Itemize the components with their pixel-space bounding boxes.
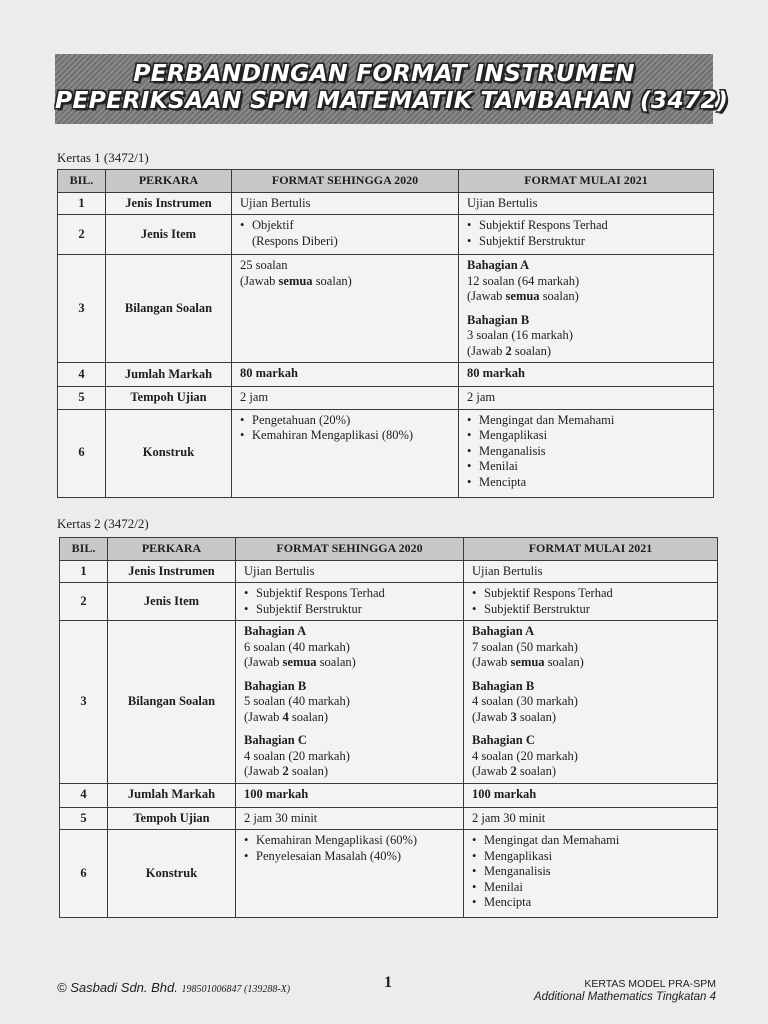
header-perkara: PERKARA <box>108 538 236 561</box>
cell-new <box>459 409 714 497</box>
title-line-2: PEPERIKSAAN SPM MATEMATIK TAMBAHAN (3472) <box>55 86 729 114</box>
cell-old: Ujian Bertulis <box>236 560 464 583</box>
row-item: Tempoh Ujian <box>108 807 236 830</box>
list-item: • Subjektif Berstruktur <box>467 234 705 250</box>
row-item: Konstruk <box>108 830 236 918</box>
section-group: Bahagian C 4 soalan (20 markah) (Jawab 2 soalan) <box>244 733 350 778</box>
list-item: • Mengaplikasi <box>467 428 705 444</box>
table-row <box>60 830 718 918</box>
header-format-new: FORMAT MULAI 2021 <box>459 170 714 193</box>
section-group: Bahagian C 4 soalan (20 markah) (Jawab 2 soalan) <box>472 733 578 778</box>
footer-series <box>534 978 716 1004</box>
row-item: Jenis Item <box>106 215 232 255</box>
table-row <box>60 621 718 784</box>
row-item: Jenis Instrumen <box>108 560 236 583</box>
cell-old: 25 soalan (Jawab semua soalan) <box>232 255 459 363</box>
header-bil: BIL. <box>58 170 106 193</box>
row-item: Jumlah Markah <box>106 363 232 387</box>
row-number: 2 <box>58 215 106 255</box>
list-item: • Mencipta <box>467 475 705 491</box>
list-item: • Pengetahuan (20%) <box>240 413 450 429</box>
footer-publisher <box>57 980 290 995</box>
row-item: Jenis Item <box>108 583 236 621</box>
list-item: • Penyelesaian Masalah (40%) <box>244 849 455 865</box>
cell-old: 2 jam 30 minit <box>236 807 464 830</box>
list-item: • Subjektif Respons Terhad <box>467 218 705 234</box>
row-number: 6 <box>60 830 108 918</box>
cell-new: 100 markah <box>464 783 718 807</box>
row-number: 1 <box>60 560 108 583</box>
row-item: Jenis Instrumen <box>106 192 232 215</box>
cell-new <box>464 830 718 918</box>
table-header-row <box>60 538 718 561</box>
row-number: 4 <box>58 363 106 387</box>
cell-old: 100 markah <box>236 783 464 807</box>
cell-new <box>459 215 714 255</box>
row-number: 2 <box>60 583 108 621</box>
table-row <box>60 560 718 583</box>
list-item: • Menilai <box>472 880 709 896</box>
cell-old: 80 markah <box>232 363 459 387</box>
row-item: Bilangan Soalan <box>108 621 236 784</box>
table-row <box>58 409 714 497</box>
cell-new <box>464 583 718 621</box>
cell-new <box>464 621 718 784</box>
cell-old <box>236 583 464 621</box>
title-banner <box>55 54 729 124</box>
list-item: • Kemahiran Mengaplikasi (60%) <box>244 833 455 849</box>
registration-number: 198501006847 (139288-X) <box>181 984 291 995</box>
cell-old <box>232 409 459 497</box>
row-item: Bilangan Soalan <box>106 255 232 363</box>
list-item: • Subjektif Berstruktur <box>472 602 709 618</box>
list-item: • Mencipta <box>472 895 709 911</box>
row-number: 3 <box>58 255 106 363</box>
header-perkara: PERKARA <box>106 170 232 193</box>
kertas1-table <box>57 169 714 498</box>
cell-new: Ujian Bertulis <box>459 192 714 215</box>
row-item: Jumlah Markah <box>108 783 236 807</box>
cell-new: Ujian Bertulis <box>464 560 718 583</box>
row-number: 4 <box>60 783 108 807</box>
cell-new <box>459 255 714 363</box>
kertas1-label: Kertas 1 (3472/1) <box>57 150 149 165</box>
page-number: 1 <box>384 974 392 991</box>
table-row <box>60 783 718 807</box>
table-row <box>60 583 718 621</box>
cell-new: 2 jam <box>459 387 714 410</box>
cell-old: 2 jam <box>232 387 459 410</box>
header-format-old: FORMAT SEHINGGA 2020 <box>232 170 459 193</box>
table-row <box>58 255 714 363</box>
series-title: KERTAS MODEL PRA-SPM <box>584 978 716 990</box>
row-number: 5 <box>58 387 106 410</box>
table-row <box>58 215 714 255</box>
row-item: Tempoh Ujian <box>106 387 232 410</box>
section-group: Bahagian A 7 soalan (50 markah) (Jawab semua soalan) <box>472 624 584 669</box>
table-row <box>58 363 714 387</box>
cell-old: Ujian Bertulis <box>232 192 459 215</box>
title-line-1: PERBANDINGAN FORMAT INSTRUMEN <box>133 59 635 87</box>
header-format-new: FORMAT MULAI 2021 <box>464 538 718 561</box>
row-number: 6 <box>58 409 106 497</box>
section-group: Bahagian B 4 soalan (30 markah) (Jawab 3 soalan) <box>472 678 578 724</box>
kertas2-label: Kertas 2 (3472/2) <box>57 516 149 531</box>
list-item: • Objektif (Respons Diberi) <box>240 218 450 249</box>
list-item: • Mengingat dan Memahami <box>472 833 709 849</box>
table-header-row <box>58 170 714 193</box>
table-row <box>58 387 714 410</box>
row-number: 1 <box>58 192 106 215</box>
cell-old <box>232 215 459 255</box>
section-group: Bahagian A 6 soalan (40 markah) (Jawab semua soalan) <box>244 624 356 669</box>
row-number: 3 <box>60 621 108 784</box>
list-item: • Kemahiran Mengaplikasi (80%) <box>240 428 450 444</box>
list-item: • Menilai <box>467 459 705 475</box>
cell-new: 2 jam 30 minit <box>464 807 718 830</box>
list-item: • Menganalisis <box>472 864 709 880</box>
table-row <box>58 192 714 215</box>
table-row <box>60 807 718 830</box>
header-bil: BIL. <box>60 538 108 561</box>
list-item: • Subjektif Berstruktur <box>244 602 455 618</box>
list-item: • Mengingat dan Memahami <box>467 413 705 429</box>
publisher-name: © Sasbadi Sdn. Bhd. <box>57 980 178 995</box>
section-group: Bahagian B 3 soalan (16 markah) (Jawab 2 soalan) <box>467 312 573 358</box>
list-item: • Mengaplikasi <box>472 849 709 865</box>
cell-old <box>236 830 464 918</box>
section-group: Bahagian B 5 soalan (40 markah) (Jawab 4 soalan) <box>244 678 350 724</box>
cell-old <box>236 621 464 784</box>
row-number: 5 <box>60 807 108 830</box>
cell-new: 80 markah <box>459 363 714 387</box>
list-item: • Menganalisis <box>467 444 705 460</box>
row-item: Konstruk <box>106 409 232 497</box>
kertas2-table <box>59 537 718 918</box>
header-format-old: FORMAT SEHINGGA 2020 <box>236 538 464 561</box>
list-item: • Subjektif Respons Terhad <box>472 586 709 602</box>
list-item: • Subjektif Respons Terhad <box>244 586 455 602</box>
subject-title: Additional Mathematics Tingkatan 4 <box>533 991 716 1003</box>
section-group: Bahagian A 12 soalan (64 markah) (Jawab semua soalan) <box>467 258 580 303</box>
